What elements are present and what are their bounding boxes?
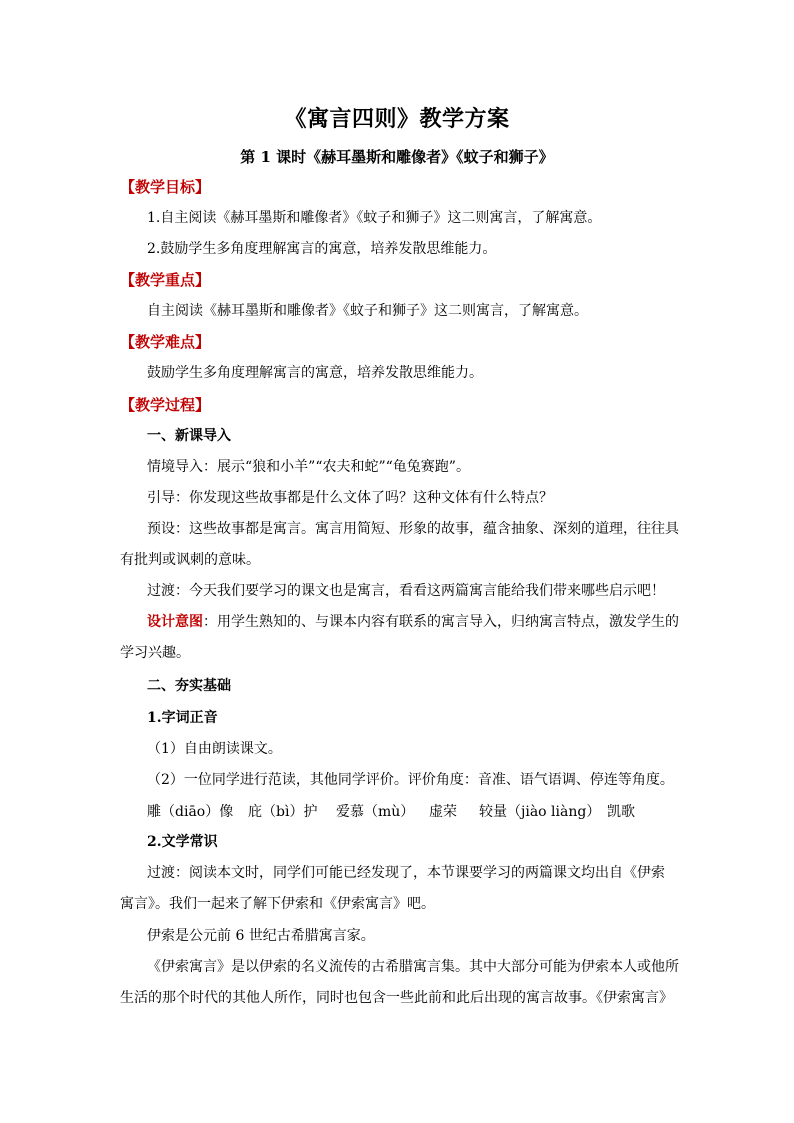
lesson-subtitle: 第 1 课时《赫耳墨斯和雕像者》《蚊子和狮子》 <box>240 148 554 166</box>
sub2-heading: 2.文学常识 <box>147 834 218 850</box>
design-intent-text: ：用学生熟知的、与课本内容有联系的寓言导入，归纳寓言特点，激发学生的 <box>203 614 679 630</box>
section-difficult-heading: 【教学难点】 <box>120 333 211 351</box>
pinyin-word: 凯歌 <box>607 804 635 820</box>
step1-heading: 一、新课导入 <box>147 428 231 444</box>
preset-answer-line1: 预设：这些故事都是寓言。寓言用简短、形象的故事，蕴含抽象、深刻的道理，往往具 <box>147 521 679 537</box>
pinyin-word: 庇（bì）护 <box>248 804 318 820</box>
scene-intro: 情境导入：展示“狼和小羊”“农夫和蛇”“龟兔赛跑”。 <box>147 459 470 475</box>
step2-heading: 二、夯实基础 <box>147 678 231 694</box>
guide-question: 引导：你发现这些故事都是什么文体了吗？这种文体有什么特点？ <box>147 490 553 506</box>
transition2-line1: 过渡：阅读本文时，同学们可能已经发现了，本节课要学习的两篇课文均出自《伊索 <box>147 865 665 881</box>
design-intent-line2: 学习兴趣。 <box>120 645 190 661</box>
section-key-heading: 【教学重点】 <box>120 271 211 289</box>
transition2-line2: 寓言》。我们一起来了解下伊索和《伊索寓言》吧。 <box>120 896 435 912</box>
key-text: 自主阅读《赫耳墨斯和雕像者》《蚊子和狮子》这二则寓言，了解寓意。 <box>147 303 588 319</box>
transition-text: 过渡：今天我们要学习的课文也是寓言，看看这两篇寓言能给我们带来哪些启示吧！ <box>147 583 665 599</box>
difficult-text: 鼓励学生多角度理解寓言的寓意，培养发散思维能力。 <box>147 365 483 381</box>
fables-intro-line2: 生活的那个时代的其他人所作，同时也包含一些此前和此后出现的寓言故事。《伊索寓言》 <box>120 990 673 1006</box>
design-intent-line1 <box>120 611 707 631</box>
page-title: 《寓言四则》教学方案 <box>284 106 510 132</box>
fables-intro-line1: 《伊索寓言》是以伊索的名义流传的古希腊寓言集。其中大部分可能为伊索本人或他所 <box>147 959 679 975</box>
sub1-heading: 1.字词正音 <box>147 710 218 726</box>
pinyin-word: 爱慕（mù） <box>336 804 415 820</box>
aesop-intro: 伊索是公元前 6 世纪古希腊寓言家。 <box>147 928 375 944</box>
section-process-heading: 【教学过程】 <box>120 396 211 414</box>
read-step2: （2）一位同学进行范读，其他同学评价。评价角度：音准、语气语调、停连等角度。 <box>147 772 674 788</box>
pinyin-word: 虚荣 <box>429 804 457 820</box>
design-intent-label: 设计意图 <box>147 614 203 630</box>
goal-item: 2.鼓励学生多角度理解寓言的寓意，培养发散思维能力。 <box>147 241 497 257</box>
goal-item: 1.自主阅读《赫耳墨斯和雕像者》《蚊子和狮子》这二则寓言，了解寓意。 <box>147 210 602 226</box>
read-step1: （1）自由朗读课文。 <box>147 741 282 757</box>
pinyin-word: 较量（jiào liàng） <box>479 804 601 820</box>
preset-answer-line2: 有批判或讽刺的意味。 <box>120 552 260 568</box>
section-goals-heading: 【教学目标】 <box>120 178 211 196</box>
pinyin-word: 雕（diāo）像 <box>147 804 234 820</box>
pinyin-word-row <box>147 801 687 821</box>
